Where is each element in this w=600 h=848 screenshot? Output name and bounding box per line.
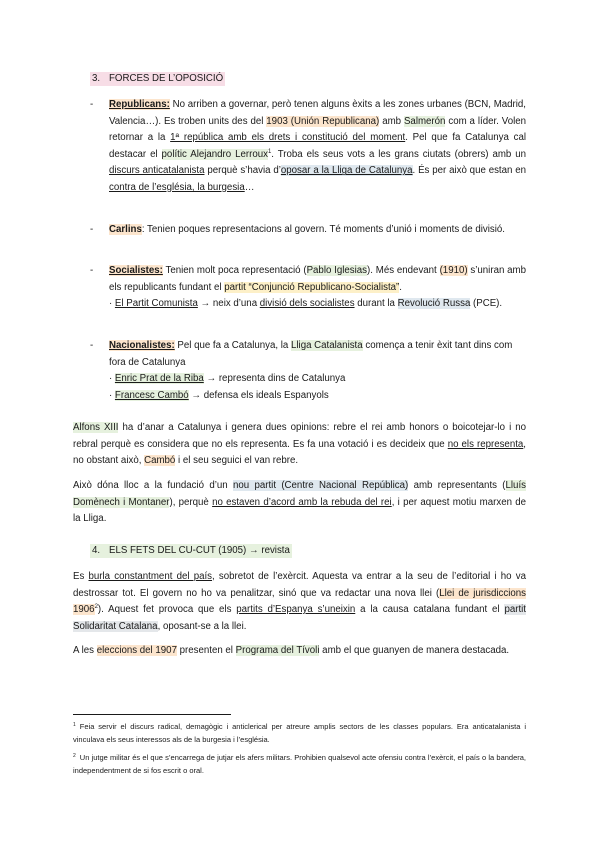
underline: 1ª república amb els drets i constitució del moment <box>170 132 406 144</box>
text: → representa dins de Catalunya <box>203 373 346 385</box>
bullet-nacionalistes <box>109 338 526 404</box>
text: . És per això que estan en <box>412 165 527 177</box>
text: … <box>244 181 255 193</box>
footnote-1 <box>73 721 526 746</box>
highlight: Cambó <box>144 455 176 467</box>
highlight: Llei de jurisdiccions 1906 <box>73 587 527 616</box>
text: amb representants ( <box>408 480 506 491</box>
highlight: 1903 (Unión Republicana) <box>266 115 380 127</box>
text: perquè s’havia d’ <box>204 165 281 177</box>
paragraph-alfons <box>73 420 526 470</box>
text: · <box>109 389 115 401</box>
text: amb <box>379 115 404 127</box>
underline: divisió dels socialistes <box>259 298 355 310</box>
text: , no obstant això, <box>73 438 526 467</box>
text: A les <box>73 645 97 656</box>
underline: burla constantment del país <box>88 571 213 582</box>
bullet-republicans <box>109 97 526 197</box>
nacionalistes-label: Nacionalistes: <box>109 340 175 351</box>
text: presenten el <box>176 645 236 656</box>
text: ). Aquest fet provoca que els <box>97 604 237 616</box>
underline: partits d’Espanya s’uneixin <box>236 604 356 616</box>
text: (PCE). <box>470 298 503 310</box>
section-4-heading <box>90 544 292 558</box>
bullet-dash: - <box>90 340 94 351</box>
underline: contra de l’església, la burgesia <box>109 181 245 193</box>
section-3-title: FORCES DE L’OPOSICIÓ <box>109 73 224 84</box>
text: Tenien molt poca representació ( <box>162 265 307 276</box>
text: ). Més endevant <box>367 265 440 276</box>
footnote-text: Un jutge militar és el que s’encarrega de jutjar els afers militars. Prohibien qualsevol acte ofensiu contra l’exèrcit, el país o la bandera, independentment de si fos escrit o oral. <box>73 753 526 775</box>
highlight: polític Alejandro Lerroux <box>161 148 268 160</box>
highlight: Alfons XIII <box>73 422 119 433</box>
text: · <box>109 373 115 385</box>
bullet-carlins <box>109 222 526 239</box>
underline: discurs anticatalanista <box>109 165 205 177</box>
highlight: Salmerón <box>403 115 446 127</box>
text: No arriben a governar, però tenen alguns èxits a les zones urbanes (BCN, Madrid, Valencia…). Es troben units des del <box>109 99 526 127</box>
bullet-socialistes <box>109 263 526 313</box>
text: , oposant-se a la llei. <box>157 620 247 632</box>
text: Això dóna lloc a la fundació d’un <box>73 480 233 491</box>
paragraph-eleccions <box>73 643 526 660</box>
footnote-mark: 1 <box>73 721 76 728</box>
text: . <box>399 281 402 293</box>
text: , sobretot de l’exèrcit. Aquesta va entrar a la seu de l’editorial i ho va destrossar tot. El govern no ho va penalitzar, sinó que va redactar una nova llei ( <box>73 571 526 599</box>
paragraph-nou-partit <box>73 478 526 528</box>
section-4-title: ELS FETS DEL CU-CUT (1905) → revista <box>109 545 290 556</box>
footnote-mark: 2 <box>73 752 76 759</box>
bullet-dash: - <box>90 224 94 235</box>
underline: oposar a la Lliga de Catalunya <box>280 165 413 177</box>
underline: no els representa <box>447 438 524 450</box>
text: Es <box>73 571 89 582</box>
underline: El Partit Comunista <box>114 298 198 310</box>
footnote-ref-2: 2 <box>94 603 98 610</box>
text: : Tenien poques representacions al govern. Té moments d’unió i moments de divisió. <box>141 224 505 235</box>
underline: Francesc Cambó <box>114 389 189 401</box>
text: . Troba els seus vots a les grans ciutats (obrers) amb un <box>271 148 526 160</box>
underline: Enric Prat de la Riba <box>114 373 204 385</box>
text: ha d’anar a Catalunya i genera dues opinions: rebre el rei amb honors o boicotejar-lo i no rebral perquè es considera que no els representa. Es fa una votació i es decideix que <box>73 422 527 450</box>
highlight: nou partit (Centre Nacional República) <box>233 480 409 491</box>
text: s’uniran amb els republicants fundant el <box>109 265 527 293</box>
text: com a líder. Volen retornar a la <box>109 115 527 144</box>
text: → neix d’una <box>197 298 260 310</box>
highlight: Lluís Domènech i Montaner <box>73 480 526 508</box>
section-3-number: 3. <box>92 73 101 84</box>
text: amb el que guanyen de manera destacada. <box>319 645 510 656</box>
bullet-dash: - <box>90 99 94 110</box>
footnote-2 <box>73 752 526 777</box>
text: , i per aquest motiu marxen de la Lliga. <box>73 496 527 525</box>
text: comença a tenir èxit tant dins com fora de Catalunya <box>109 340 513 368</box>
text: i el seu seguici el van rebre. <box>175 455 299 467</box>
bullet-dash: - <box>90 265 94 276</box>
section-3-heading <box>90 72 225 86</box>
socialistes-label: Socialistes: <box>109 265 163 276</box>
highlight: Revolució Russa <box>397 298 471 310</box>
text: · <box>109 298 115 310</box>
highlight: Lliga Catalanista <box>291 340 363 351</box>
highlight: eleccions del 1907 <box>96 645 177 656</box>
footnote-separator <box>73 714 231 715</box>
republicans-label: Republicans: <box>109 99 170 110</box>
footnote-ref-1: 1 <box>267 148 272 155</box>
text: → defensa els ideals Espanyols <box>188 389 329 401</box>
section-4-number: 4. <box>92 545 101 556</box>
text: . Pel que fa Catalunya cal destacar el <box>109 132 526 160</box>
text: ), perquè <box>169 496 213 508</box>
highlight: partit “Conjunció Republicano-Socialista” <box>224 281 400 293</box>
highlight: Programa del Tívoli <box>235 645 320 656</box>
carlins-label: Carlins <box>109 224 142 235</box>
text: Pel que fa a Catalunya, la <box>174 340 292 351</box>
paragraph-cucut <box>73 569 526 635</box>
highlight: Pablo Iglesias <box>306 265 368 276</box>
underline: no estaven d’acord amb la rebuda del rei <box>212 496 392 508</box>
footnote-text: Feia servir el discurs radical, demagògic i anticlerical per atreure amplis sectors de les classes populars. Era anticatalanista i vinculava els seus interessos als de la burgesia i l’església. <box>73 722 526 744</box>
highlight: (1910) <box>439 265 468 276</box>
highlight: partit Solidaritat Catalana <box>73 604 526 632</box>
text: durant la <box>354 298 398 310</box>
text: a la causa catalana fundant el <box>355 604 505 616</box>
